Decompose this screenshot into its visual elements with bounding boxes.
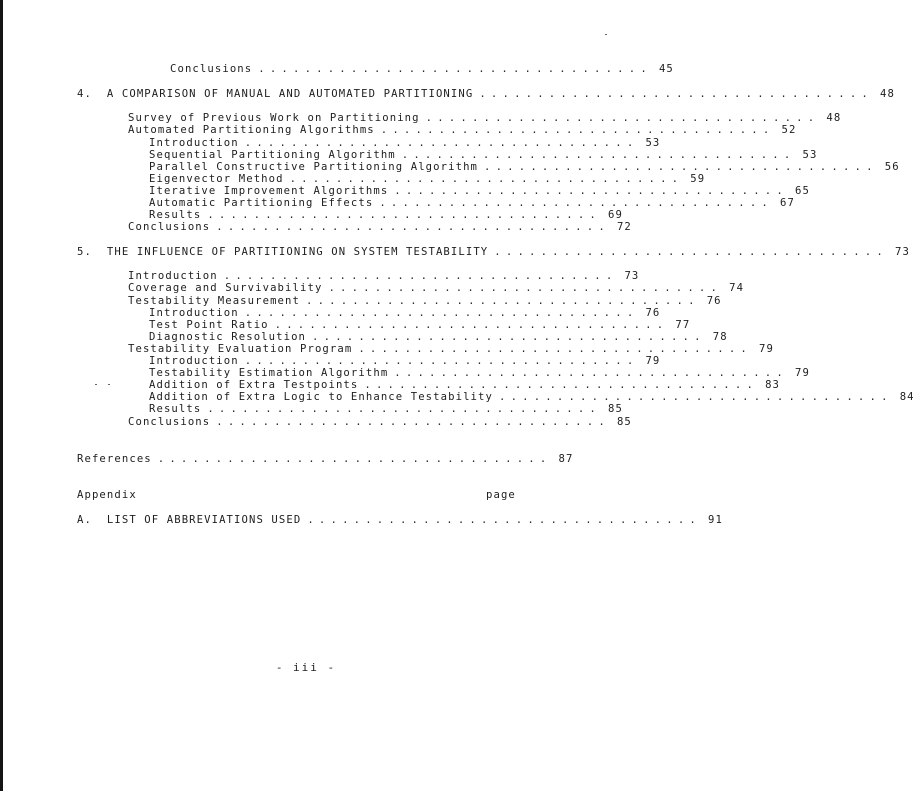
toc-entry-title: Sequential Partitioning Algorithm <box>149 149 396 161</box>
toc-entry-page: 52 <box>781 124 797 136</box>
toc-entry-page: 59 <box>690 173 706 185</box>
toc-chapter-entry <box>77 88 895 101</box>
toc-entry-page: 48 <box>826 112 842 124</box>
toc-entry-title: Conclusions <box>128 221 211 233</box>
toc-entry-title: Introduction <box>149 307 239 319</box>
toc-entry-page: 53 <box>645 137 661 149</box>
toc-entry-title: Testability Evaluation Program <box>128 343 353 355</box>
toc-entry-page: 76 <box>645 307 661 319</box>
appendix-heading: Appendix <box>77 489 137 501</box>
toc-entry-page: 74 <box>729 282 745 294</box>
toc-entry-page: 65 <box>794 185 810 197</box>
dot-leader: .................................. <box>494 246 888 258</box>
toc-entry-page: 79 <box>759 343 774 355</box>
dot-leader: .................................. <box>244 137 639 149</box>
toc-entry <box>128 416 632 429</box>
toc-entry-references <box>77 453 574 466</box>
toc-entry-title: Conclusions <box>128 416 211 428</box>
toc-entry-title: Iterative Improvement Algorithms <box>149 185 389 197</box>
dot-leader: .................................. <box>380 124 775 136</box>
toc-entry-title: Results <box>149 209 202 221</box>
dot-leader: .................................. <box>307 514 701 526</box>
toc-entry-page: 69 <box>608 209 624 221</box>
dot-leader: .................................. <box>394 367 788 379</box>
toc-entry-title: Introduction <box>128 270 218 282</box>
toc-entry-page: 83 <box>765 379 781 391</box>
dot-leader: .................................. <box>258 63 652 75</box>
toc-entry-title: Addition of Extra Logic to Enhance Testability <box>149 391 493 403</box>
toc-entry-page: 85 <box>616 416 632 428</box>
toc-entry-page: 73 <box>894 246 910 258</box>
dot-leader: .................................. <box>394 185 788 197</box>
toc-entry-title: Diagnostic Resolution <box>149 331 307 343</box>
toc-entry-title: References <box>77 453 152 465</box>
toc-entry-title: Testability Estimation Algorithm <box>149 367 389 379</box>
toc-entry-page: 67 <box>780 197 795 209</box>
toc-entry-title: Test Point Ratio <box>149 319 269 331</box>
dot-leader: .................................. <box>425 112 820 124</box>
dot-leader: .................................. <box>379 197 773 209</box>
toc-entry-title: Testability Measurement <box>128 295 300 307</box>
toc-entry-page: 79 <box>794 367 810 379</box>
dot-leader: .................................. <box>479 88 873 100</box>
toc-entry <box>128 221 632 234</box>
toc-entry-title: Introduction <box>149 355 239 367</box>
toc-entry-page: 72 <box>616 221 632 233</box>
toc-entry-title: Results <box>149 403 202 415</box>
dot-leader: .................................. <box>274 319 669 331</box>
dot-leader: .................................. <box>244 307 639 319</box>
dot-leader: .................................. <box>207 403 602 415</box>
toc-entry-page: 56 <box>884 161 900 173</box>
toc-entry-page: 78 <box>712 331 728 343</box>
dot-leader: .................................. <box>312 331 706 343</box>
toc-entry-title: Introduction <box>149 137 239 149</box>
toc-entry <box>128 282 745 295</box>
dot-leader: .................................. <box>328 282 723 294</box>
toc-entry-page: 73 <box>624 270 640 282</box>
toc-entry-title: Survey of Previous Work on Partitioning <box>128 112 420 124</box>
toc-entry-page: 84 <box>899 391 915 403</box>
toc-entry-title: Eigenvector Method <box>149 173 284 185</box>
dot-leader: .................................. <box>306 295 700 307</box>
dot-leader: .................................. <box>358 343 752 355</box>
toc-entry-title: Parallel Constructive Partitioning Algorithm <box>149 161 479 173</box>
toc-appendix-entry <box>77 514 723 527</box>
dot-leader: .................................. <box>289 173 684 185</box>
dot-leader: .................................. <box>401 149 796 161</box>
dot-leader: .................................. <box>499 391 893 403</box>
dot-leader: .................................. <box>223 270 618 282</box>
toc-entry <box>149 403 624 416</box>
dot-leader: .................................. <box>364 379 759 391</box>
toc-entry-page: 85 <box>608 403 624 415</box>
toc-entry-page: 87 <box>558 453 574 465</box>
dot-leader: .................................. <box>216 416 610 428</box>
toc-entry-title: 5. THE INFLUENCE OF PARTITIONING ON SYSTEM TESTABILITY <box>77 246 489 258</box>
toc-entry-page: 53 <box>802 149 818 161</box>
toc-entry-page: 76 <box>706 295 722 307</box>
toc-entry-page: 91 <box>708 514 723 526</box>
dot-leader: .................................. <box>484 161 878 173</box>
toc-entry <box>170 63 674 76</box>
toc-entry-title: 4. A COMPARISON OF MANUAL AND AUTOMATED PARTITIONING <box>77 88 474 100</box>
toc-entry-title: Coverage and Survivability <box>128 282 323 294</box>
page-column-heading: page <box>486 489 516 501</box>
toc-entry <box>128 124 797 137</box>
toc-entry-title: A. LIST OF ABBREVIATIONS USED <box>77 514 302 526</box>
dot-leader: .................................. <box>157 453 552 465</box>
scan-speck <box>108 384 110 385</box>
toc-entry-page: 45 <box>658 63 674 75</box>
dot-leader: .................................. <box>216 221 610 233</box>
toc-entry-page: 48 <box>880 88 895 100</box>
toc-entry-title: Automatic Partitioning Effects <box>149 197 374 209</box>
toc-entry-title: Automated Partitioning Algorithms <box>128 124 375 136</box>
toc-entry-page: 79 <box>645 355 661 367</box>
scan-speck <box>95 384 97 385</box>
scan-speck <box>605 34 607 35</box>
dot-leader: .................................. <box>207 209 602 221</box>
toc-entry-title: Addition of Extra Testpoints <box>149 379 359 391</box>
toc-chapter-entry <box>77 246 910 259</box>
page-number: - iii - <box>275 661 337 674</box>
toc-entry-title: Conclusions <box>170 63 253 75</box>
dot-leader: .................................. <box>244 355 639 367</box>
toc-entry-page: 77 <box>675 319 691 331</box>
